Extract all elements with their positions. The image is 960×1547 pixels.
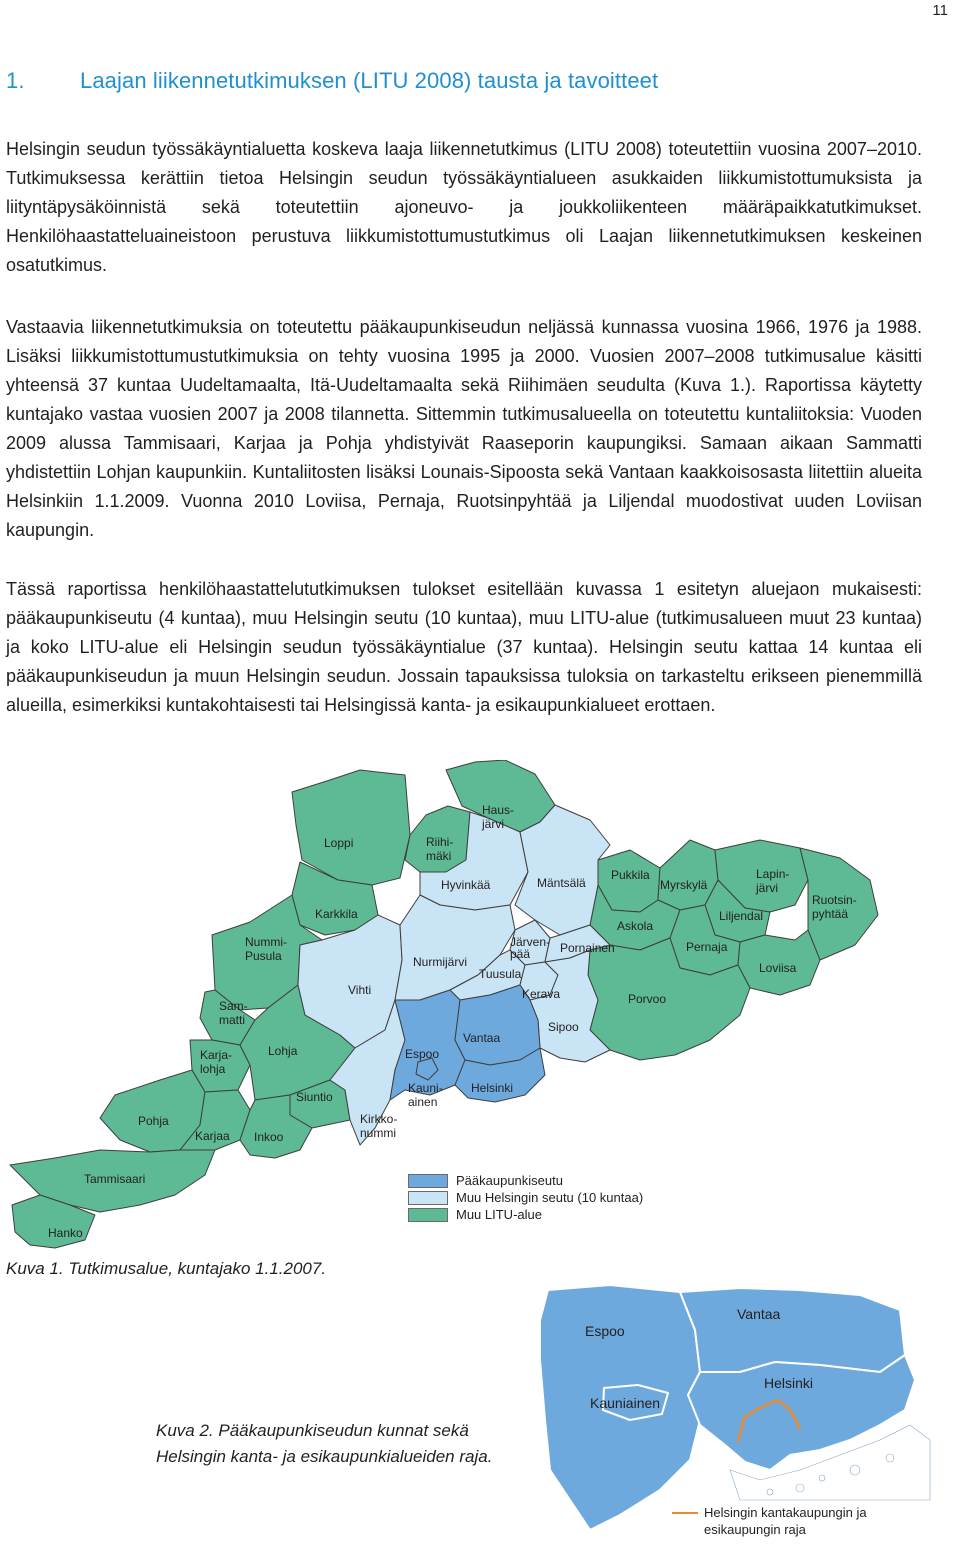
label-mantsala: Mäntsälä: [537, 876, 586, 890]
label-pornainen: Pornainen: [560, 941, 615, 955]
label-pernaja: Pernaja: [686, 940, 728, 954]
raja-legend: [672, 1504, 867, 1538]
label-helsinki: Helsinki: [471, 1081, 514, 1095]
label-myrskyla: Myrskylä: [660, 878, 708, 892]
label-sammatti: Sam-matti: [219, 999, 248, 1027]
legend-label: Pääkaupunkiseutu: [456, 1173, 563, 1188]
legend-label: Muu LITU-alue: [456, 1207, 542, 1222]
label-lohja: Lohja: [268, 1044, 298, 1058]
paragraph-regions: Tässä raportissa henkilöhaastattelututkimuksen tulokset esitellään kuvassa 1 esitetyn aluejaon mukaisesti: pääkaupunkiseutu (4 kuntaa), muu Helsingin seutu (10 kuntaa), muu LITU-alue (tutkimusalueen muut 23 kuntaa) ja koko LITU-alue eli Helsingin seudun työssäkäyntialue (37 kuntaa). Helsingin seutu kattaa 14 kuntaa eli pääkaupunkiseudun ja muun Helsingin seudun. Jossain tapauksissa tuloksia on tarkasteltu erikseen pienemmillä alueilla, esimerkiksi kuntakohtaisesti tai Helsingissä kanta- ja esikaupunkialueet erottaen.: [6, 579, 922, 715]
island: [796, 1484, 804, 1492]
legend-item-muu-litu-alue: [408, 1206, 643, 1223]
label-hausjarvi: Haus-järvi: [482, 803, 515, 831]
label2-helsinki: Helsinki: [764, 1375, 814, 1391]
label-nurmijarvi: Nurmijärvi: [413, 955, 467, 969]
label-ruotsinpyhtaa: Ruotsin-pyhtää: [812, 893, 857, 921]
label-jarvenpaa: Järven-pää: [510, 935, 551, 961]
raja-legend-line-1: Helsingin kantakaupungin ja: [704, 1505, 867, 1520]
island: [819, 1475, 825, 1481]
label-askola: Askola: [617, 919, 654, 933]
label-karjalohja: Karja-lohja: [200, 1048, 233, 1076]
label-kauniainen: Kauni-ainen: [408, 1081, 443, 1109]
label-riihimaki: Riihi-mäki: [426, 835, 454, 863]
label-siuntio: Siuntio: [296, 1090, 333, 1104]
label-vihti: Vihti: [348, 983, 372, 997]
label-sipoo: Sipoo: [548, 1020, 579, 1034]
label-espoo: Espoo: [405, 1047, 440, 1061]
map-legend: [408, 1172, 643, 1223]
label2-vantaa: Vantaa: [737, 1306, 781, 1322]
label-loviisa: Loviisa: [759, 961, 797, 975]
label-hanko: Hanko: [48, 1226, 83, 1240]
island: [886, 1454, 894, 1462]
island: [850, 1465, 860, 1475]
label2-kauniainen: Kauniainen: [590, 1395, 661, 1411]
section-heading: [6, 68, 658, 94]
label-lapinjarvi: Lapin-järvi: [756, 867, 790, 895]
legend-swatch: [408, 1174, 448, 1188]
legend-swatch: [408, 1208, 448, 1222]
area2-vantaa: [680, 1288, 905, 1372]
legend-item-muu-helsingin-seutu: [408, 1189, 643, 1206]
figure-1-caption: Kuva 1. Tutkimusalue, kuntajako 1.1.2007.: [6, 1259, 327, 1278]
page-number: 11: [932, 2, 948, 19]
label-pukkila: Pukkila: [611, 868, 650, 882]
label-karkkila: Karkkila: [315, 907, 358, 921]
legend-swatch: [408, 1191, 448, 1205]
label-kerava: Kerava: [522, 987, 561, 1001]
section-title: Laajan liikennetutkimuksen (LITU 2008) tausta ja tavoitteet: [80, 68, 659, 93]
label2-espoo: Espoo: [585, 1323, 625, 1339]
label-porvoo: Porvoo: [628, 992, 667, 1006]
paragraph-intro: Helsingin seudun työssäkäyntialuetta koskeva laaja liikennetutkimus (LITU 2008) toteutettiin vuosina 2007–2010. Tutkimuksessa kerättiin tietoa Helsingin seudun työssäkäyntialueen asukkaiden liikkumistottumuksista ja liityntäpysäköinnistä sekä toteutettiin ajoneuvo- ja joukkoliikenteen määräpaikkatutkimukset. Henkilöhaastatteluaineistoon perustuva liikkumistottumustutkimus oli Laajan liikennetutkimuksen keskeinen osatutkimus.: [6, 139, 922, 275]
raja-legend-label: [704, 1504, 867, 1538]
label-loppi: Loppi: [324, 836, 354, 850]
island: [767, 1489, 773, 1495]
label-karjaa: Karjaa: [195, 1129, 230, 1143]
label-inkoo: Inkoo: [254, 1130, 284, 1144]
label-nummi-pusula: Nummi-Pusula: [245, 935, 287, 963]
raja-legend-line-2: esikaupungin raja: [704, 1522, 806, 1537]
legend-label: Muu Helsingin seutu (10 kuntaa): [456, 1190, 644, 1205]
raja-legend-line: [672, 1512, 698, 1514]
figure-2-caption-line: Kuva 2. Pääkaupunkiseudun kunnat sekä: [156, 1421, 469, 1440]
label-liljendal: Liljendal: [719, 909, 764, 923]
label-tammisaari: Tammisaari: [84, 1172, 146, 1186]
figure-2-caption-line: Helsingin kanta- ja esikaupunkialueiden raja.: [156, 1447, 493, 1466]
label-hyvinkaa: Hyvinkää: [441, 878, 491, 892]
figure-2-caption: [156, 1418, 492, 1470]
label-vantaa: Vantaa: [463, 1031, 501, 1045]
legend-item-paakaupunkiseutu: [408, 1172, 643, 1189]
paragraph-history: Vastaavia liikennetutkimuksia on toteutettu pääkaupunkiseudun neljässä kunnassa vuosina 1966, 1976 ja 1988. Lisäksi liikkumistottumustutkimuksia on tehty vuosina 1995 ja 2000. Vuosien 2007–2008 tutkimusalue käsitti yhteensä 37 kuntaa Uudeltamaalta, Itä-Uudeltamaalta sekä Riihimäen seudulta (Kuva 1.). Raportissa käytetty kuntajako vastaa vuosien 2007 ja 2008 tilannetta. Sittemmin tutkimusalueella on toteutettu kuntaliitoksia: Vuoden 2009 alussa Tammisaari, Karjaa ja Pohja yhdistyivät Raaseporin kaupungiksi. Samaan aikaan Sammatti yhdistettiin Lohjan kaupunkiin. Kuntaliitosten lisäksi Lounais-Sipoosta sekä Vantaan kaakkoisosasta liitettiin alueita Helsinkiin 1.1.2009. Vuonna 2010 Loviisa, Pernaja, Ruotsinpyhtää ja Liljendal muodostivat uuden Loviisan kaupungin.: [6, 317, 922, 540]
section-number: 1.: [6, 68, 25, 93]
label-pohja: Pohja: [138, 1114, 169, 1128]
label-kirkkonummi: Kirkko-nummi: [360, 1112, 398, 1140]
label-tuusula: Tuusula: [479, 967, 522, 981]
